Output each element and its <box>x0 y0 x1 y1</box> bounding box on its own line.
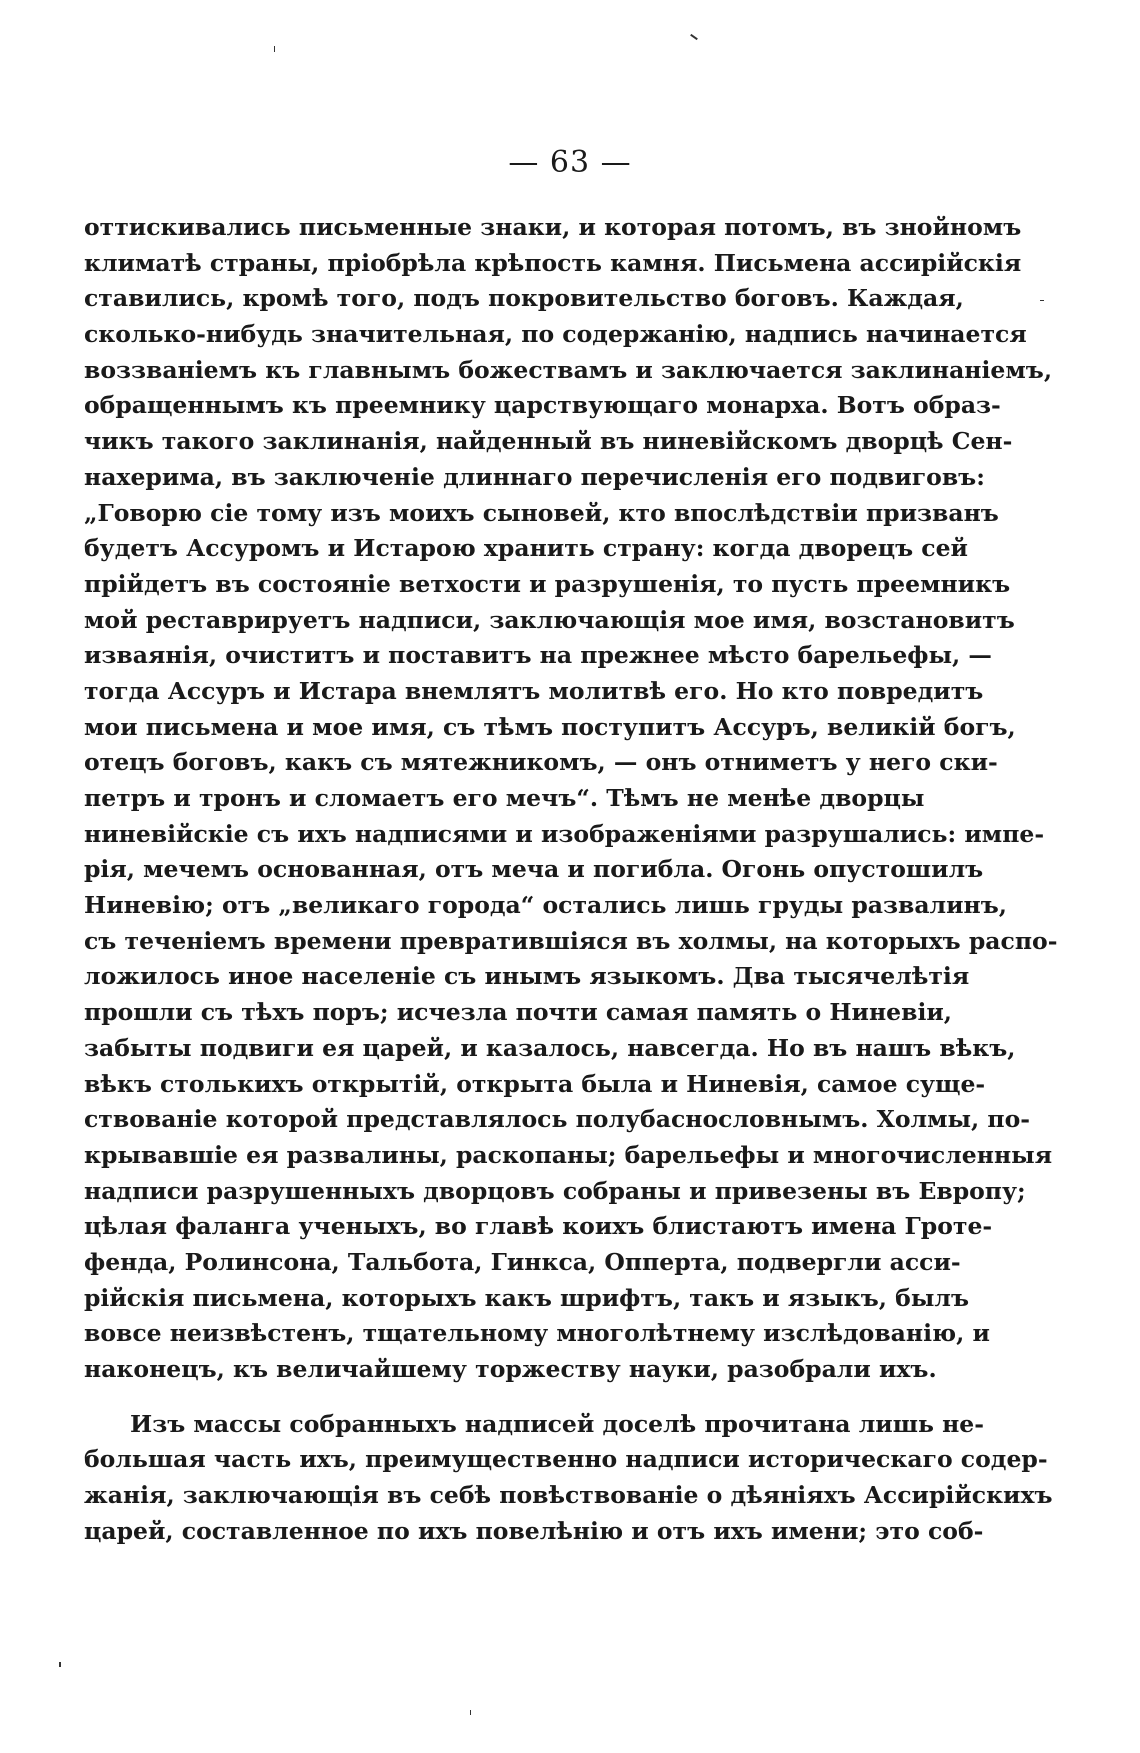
scan-speck <box>690 34 698 40</box>
text-line: „Говорю сіе тому изъ моихъ сыновей, кто впослѣдствіи призванъ <box>84 498 999 527</box>
text-line: петръ и тронъ и сломаетъ его мечъ“. Тѣмъ не менѣе дворцы <box>84 784 925 812</box>
scan-speck <box>59 1662 61 1667</box>
text-line: ставились, кромѣ того, подъ покровительство боговъ. Каждая, <box>84 284 964 313</box>
text-line: большая часть ихъ, преимущественно надписи историческаго содер- <box>84 1445 1048 1474</box>
text-line: фенда, Ролинсона, Тальбота, Гинкса, Опперта, подвергли асси- <box>84 1247 961 1276</box>
text-line: сколько-нибудь значительная, по содержанію, надпись начинается <box>84 320 1027 349</box>
text-line: рія, мечемъ основанная, отъ меча и погибла. Огонь опустошилъ <box>84 855 984 884</box>
text-line: изваянія, очиститъ и поставитъ на прежнее мѣсто барельефы, — <box>84 641 992 670</box>
text-line: вовсе неизвѣстенъ, тщательному многолѣтнему изслѣдованію, и <box>84 1319 990 1348</box>
paragraph-2 <box>84 1407 1053 1550</box>
text-line: ствованіе которой представлялось полубаснословнымъ. Холмы, по- <box>84 1105 1031 1134</box>
scan-speck <box>1040 300 1044 301</box>
text-line: жанія, заключающія въ себѣ повѣствованіе о дѣяніяхъ Ассирійскихъ <box>84 1481 1053 1510</box>
scan-speck <box>274 46 275 52</box>
text-line: тогда Ассуръ и Истара внемлятъ молитвѣ его. Но кто повредитъ <box>84 676 984 705</box>
text-line: воззваніемъ къ главнымъ божествамъ и заключается заклинаніемъ, <box>84 355 1052 384</box>
text-line: цѣлая фаланга ученыхъ, во главѣ коихъ блистаютъ имена Гроте- <box>84 1212 993 1241</box>
text-line: будетъ Ассуромъ и Истарою хранить страну: когда дворецъ сей <box>84 534 968 563</box>
text-line: Изъ массы собранныхъ надписей доселѣ прочитана лишь не- <box>130 1409 984 1438</box>
text-line: прошли съ тѣхъ поръ; исчезла почти самая память о Ниневіи, <box>84 998 952 1027</box>
text-line: крывавшіе ея развалины, раскопаны; барельефы и многочисленныя <box>84 1140 1053 1169</box>
text-line: оттискивались письменные знаки, и которая потомъ, въ знойномъ <box>84 213 1022 241</box>
paragraph-gap <box>84 1388 924 1407</box>
text-line: климатѣ страны, пріобрѣла крѣпость камня. Письмена ассирійскія <box>84 248 1022 277</box>
text-line: царей, составленное по ихъ повелѣнію и отъ ихъ имени; это соб- <box>84 1516 984 1545</box>
text-line: ниневійскіе съ ихъ надписями и изображеніями разрушались: импе- <box>84 819 1045 848</box>
text-line: отецъ боговъ, какъ съ мятежникомъ, — онъ отниметъ у него ски- <box>84 748 998 777</box>
text-line: ложилось иное населеніе съ инымъ языкомъ. Два тысячелѣтія <box>84 962 970 991</box>
text-line: нахерима, въ заключеніе длиннаго перечисленія его подвиговъ: <box>84 462 985 491</box>
text-line: съ теченіемъ времени превратившіяся въ холмы, на которыхъ распо- <box>84 926 1058 955</box>
paragraph-1 <box>84 210 1058 1388</box>
text-line: надписи разрушенныхъ дворцовъ собраны и привезены въ Европу; <box>84 1176 1026 1205</box>
text-line: прійдетъ въ состояніе ветхости и разрушенія, то пусть преемникъ <box>84 569 1011 598</box>
text-line: вѣкъ столькихъ открытій, открыта была и Ниневія, самое суще- <box>84 1069 986 1098</box>
text-line: забыты подвиги ея царей, и казалось, навсегда. Но въ нашъ вѣкъ, <box>84 1033 1016 1062</box>
text-line: мои письмена и мое имя, съ тѣмъ поступитъ Ассуръ, великій богъ, <box>84 712 1016 741</box>
body-text <box>84 210 1058 1549</box>
text-line: обращеннымъ къ преемнику царствующаго монарха. Вотъ образ- <box>84 391 1001 420</box>
text-line: чикъ такого заклинанія, найденный въ ниневійскомъ дворцѣ Сен- <box>84 427 1013 456</box>
text-line: наконецъ, къ величайшему торжеству науки, разобрали ихъ. <box>84 1355 937 1383</box>
text-line: рійскія письмена, которыхъ какъ шрифтъ, такъ и языкъ, былъ <box>84 1283 969 1312</box>
text-line: мой реставрируетъ надписи, заключающія мое имя, возстановитъ <box>84 605 1015 634</box>
text-line: Ниневію; отъ „великаго города“ остались лишь груды развалинъ, <box>84 891 1007 920</box>
page-number: — 63 — <box>508 145 632 180</box>
scan-speck <box>470 1710 471 1715</box>
